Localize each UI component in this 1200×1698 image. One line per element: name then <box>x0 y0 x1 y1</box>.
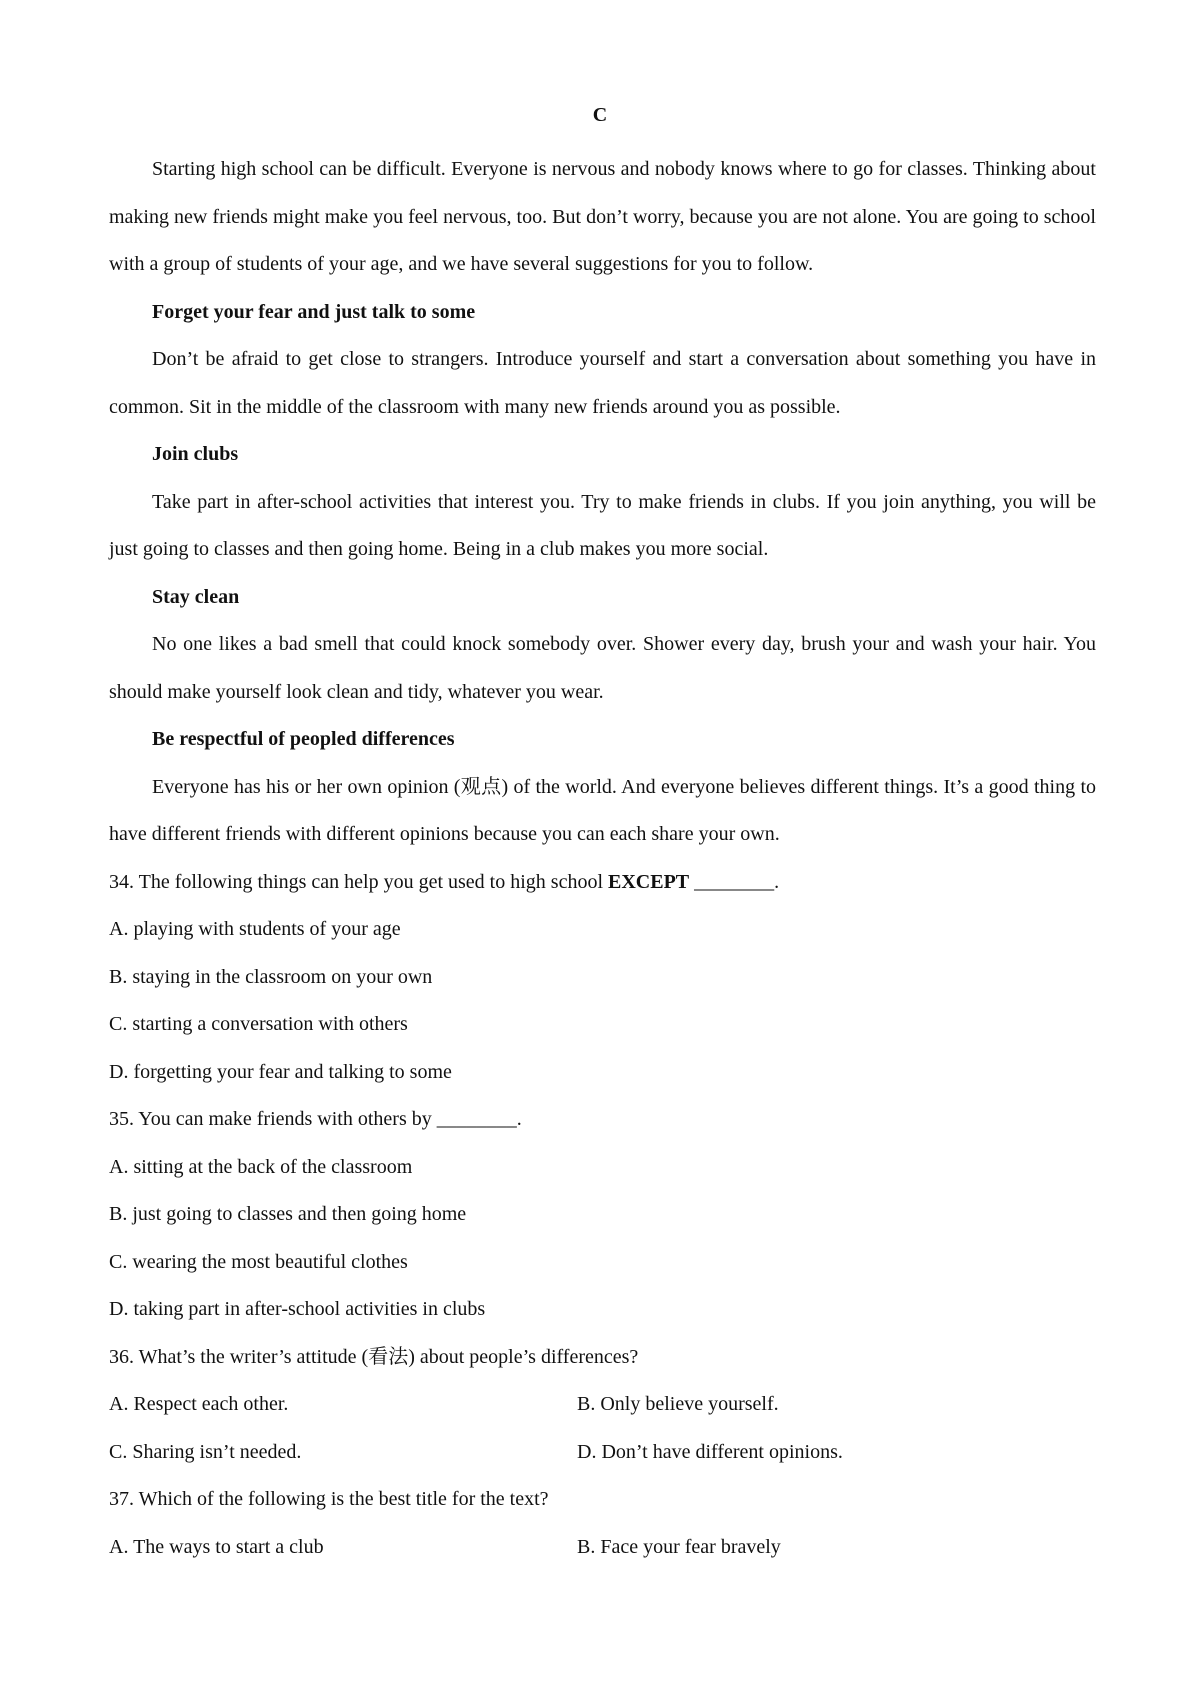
question-36-option-a: A. Respect each other. <box>109 1393 289 1415</box>
question-34-stem-prefix: 34. The following things can help you get used to high school <box>109 870 609 893</box>
question-34-stem-suffix: ________. <box>689 870 780 893</box>
question-37-option-a: A. The ways to start a club <box>109 1535 324 1558</box>
section-letter: C <box>592 104 608 126</box>
question-37-option-b: B. Face your fear bravely <box>577 1535 781 1558</box>
question-34-option-c: C. starting a conversation with others <box>109 1013 408 1035</box>
question-35-option-b: B. just going to classes and then going home <box>109 1203 467 1225</box>
section-body: No one likes a bad smell that could knock somebody over. Shower every day, brush your and wash your hair. You should make yourself look clean and tidy, whatever you wear. <box>109 633 1096 703</box>
question-34-option-d: D. forgetting your fear and talking to some <box>109 1060 452 1083</box>
question-37-options-row-1 <box>109 1524 1096 1572</box>
question-37-stem: 37. Which of the following is the best title for the text? <box>109 1488 549 1510</box>
question-35-option-a: A. sitting at the back of the classroom <box>109 1155 413 1178</box>
section-body: Take part in after-school activities that interest you. Try to make friends in clubs. If you join anything, you will be just going to classes and then going home. Being in a club makes you more social. <box>109 490 1096 560</box>
section-heading: Stay clean <box>152 585 240 608</box>
question-35-stem: 35. You can make friends with others by ________. <box>109 1108 522 1130</box>
section-heading: Join clubs <box>152 443 239 465</box>
question-36-options-row-1 <box>109 1381 1096 1429</box>
question-36-option-d: D. Don’t have different opinions. <box>577 1440 843 1463</box>
question-34-stem <box>109 859 1096 907</box>
passage-content <box>109 146 1096 1571</box>
question-36-options-row-2 <box>109 1429 1096 1477</box>
section-heading: Forget your fear and just talk to some <box>152 300 476 323</box>
section-heading: Be respectful of peopled differences <box>152 728 455 750</box>
question-36-option-b: B. Only believe yourself. <box>577 1393 779 1415</box>
question-35-option-c: C. wearing the most beautiful clothes <box>109 1250 408 1273</box>
intro-paragraph: Starting high school can be difficult. Everyone is nervous and nobody knows where to go for classes. Thinking about making new friends might make you feel nervous, too. But don’t worry, because you are not alone. You are going to school with a group of students of your age, and we have several suggestions for you to follow. <box>109 158 1096 275</box>
question-36-stem: 36. What’s the writer’s attitude (看法) about people’s differences? <box>109 1345 639 1368</box>
question-34-option-b: B. staying in the classroom on your own <box>109 965 433 988</box>
question-35-option-d: D. taking part in after-school activities in clubs <box>109 1298 486 1320</box>
question-34-option-a: A. playing with students of your age <box>109 918 401 940</box>
section-body: Everyone has his or her own opinion (观点) of the world. And everyone believes different things. It’s a good thing to have different friends with different opinions because you can each share your own. <box>109 775 1096 845</box>
question-34-stem-emphasis: EXCEPT <box>608 870 690 893</box>
question-36-option-c: C. Sharing isn’t needed. <box>109 1440 302 1463</box>
section-body: Don’t be afraid to get close to strangers. Introduce yourself and start a conversation about something you have in common. Sit in the middle of the classroom with many new friends around you as possible. <box>109 348 1096 418</box>
